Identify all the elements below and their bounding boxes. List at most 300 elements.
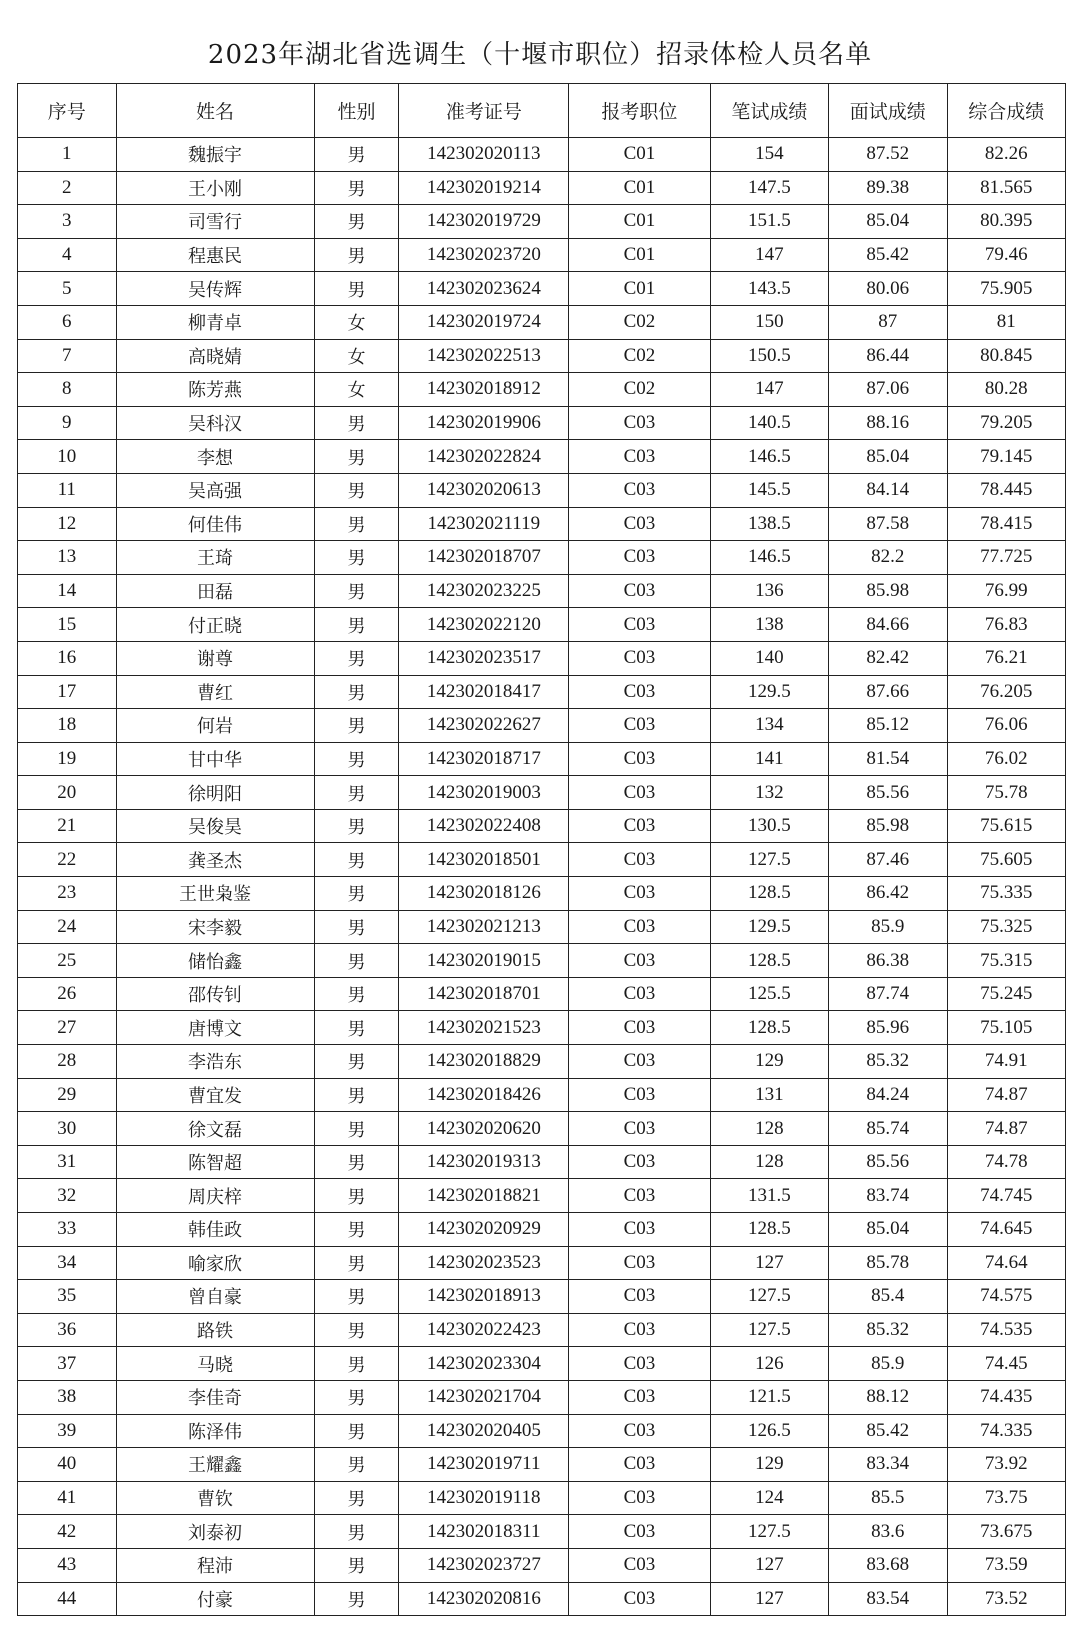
cell-index: 36 bbox=[18, 1313, 117, 1347]
cell-name: 付豪 bbox=[116, 1582, 314, 1616]
candidate-table bbox=[17, 83, 1066, 1616]
cell-written-score: 129 bbox=[710, 1045, 828, 1079]
cell-gender: 女 bbox=[314, 339, 399, 373]
cell-written-score: 124 bbox=[710, 1481, 828, 1515]
cell-total-score: 75.315 bbox=[947, 944, 1065, 978]
cell-interview-score: 83.34 bbox=[829, 1448, 947, 1482]
cell-name: 吴科汉 bbox=[116, 406, 314, 440]
cell-written-score: 128.5 bbox=[710, 1213, 828, 1247]
cell-gender: 男 bbox=[314, 944, 399, 978]
cell-index: 43 bbox=[18, 1548, 117, 1582]
cell-gender: 男 bbox=[314, 272, 399, 306]
header-written-score: 笔试成绩 bbox=[710, 84, 828, 138]
cell-name: 曹钦 bbox=[116, 1481, 314, 1515]
cell-written-score: 127.5 bbox=[710, 1280, 828, 1314]
cell-interview-score: 87.58 bbox=[829, 507, 947, 541]
cell-index: 30 bbox=[18, 1112, 117, 1146]
cell-gender: 男 bbox=[314, 1347, 399, 1381]
cell-interview-score: 85.42 bbox=[829, 238, 947, 272]
cell-name: 司雪行 bbox=[116, 205, 314, 239]
cell-index: 31 bbox=[18, 1145, 117, 1179]
cell-total-score: 74.645 bbox=[947, 1213, 1065, 1247]
table-row bbox=[18, 1548, 1066, 1582]
cell-written-score: 121.5 bbox=[710, 1380, 828, 1414]
cell-name: 陈智超 bbox=[116, 1145, 314, 1179]
cell-exam-id: 142302022408 bbox=[399, 809, 569, 843]
table-row bbox=[18, 138, 1066, 172]
cell-total-score: 75.245 bbox=[947, 977, 1065, 1011]
cell-position: C03 bbox=[569, 1448, 710, 1482]
cell-name: 甘中华 bbox=[116, 742, 314, 776]
cell-name: 储怡鑫 bbox=[116, 944, 314, 978]
cell-total-score: 74.64 bbox=[947, 1246, 1065, 1280]
table-row bbox=[18, 910, 1066, 944]
cell-position: C03 bbox=[569, 843, 710, 877]
cell-gender: 男 bbox=[314, 1515, 399, 1549]
cell-exam-id: 142302023225 bbox=[399, 574, 569, 608]
cell-written-score: 150 bbox=[710, 305, 828, 339]
cell-position: C03 bbox=[569, 641, 710, 675]
cell-position: C03 bbox=[569, 944, 710, 978]
cell-exam-id: 142302019313 bbox=[399, 1145, 569, 1179]
cell-interview-score: 86.38 bbox=[829, 944, 947, 978]
cell-written-score: 128 bbox=[710, 1112, 828, 1146]
cell-total-score: 74.78 bbox=[947, 1145, 1065, 1179]
cell-name: 唐博文 bbox=[116, 1011, 314, 1045]
cell-index: 42 bbox=[18, 1515, 117, 1549]
cell-gender: 男 bbox=[314, 709, 399, 743]
header-index: 序号 bbox=[18, 84, 117, 138]
cell-index: 8 bbox=[18, 373, 117, 407]
cell-position: C02 bbox=[569, 305, 710, 339]
cell-exam-id: 142302021704 bbox=[399, 1380, 569, 1414]
cell-gender: 男 bbox=[314, 1179, 399, 1213]
table-row bbox=[18, 473, 1066, 507]
cell-index: 14 bbox=[18, 574, 117, 608]
cell-written-score: 127.5 bbox=[710, 843, 828, 877]
cell-name: 王世枭鉴 bbox=[116, 877, 314, 911]
cell-exam-id: 142302023523 bbox=[399, 1246, 569, 1280]
cell-exam-id: 142302019724 bbox=[399, 305, 569, 339]
cell-name: 喻家欣 bbox=[116, 1246, 314, 1280]
cell-total-score: 74.745 bbox=[947, 1179, 1065, 1213]
cell-written-score: 147.5 bbox=[710, 171, 828, 205]
cell-exam-id: 142302020113 bbox=[399, 138, 569, 172]
cell-position: C03 bbox=[569, 1213, 710, 1247]
cell-name: 陈泽伟 bbox=[116, 1414, 314, 1448]
cell-interview-score: 86.44 bbox=[829, 339, 947, 373]
cell-interview-score: 83.6 bbox=[829, 1515, 947, 1549]
cell-index: 41 bbox=[18, 1481, 117, 1515]
cell-written-score: 126.5 bbox=[710, 1414, 828, 1448]
cell-written-score: 127 bbox=[710, 1246, 828, 1280]
cell-name: 魏振宇 bbox=[116, 138, 314, 172]
cell-position: C03 bbox=[569, 1280, 710, 1314]
cell-total-score: 73.59 bbox=[947, 1548, 1065, 1582]
cell-exam-id: 142302022423 bbox=[399, 1313, 569, 1347]
cell-name: 王琦 bbox=[116, 541, 314, 575]
cell-total-score: 79.205 bbox=[947, 406, 1065, 440]
cell-exam-id: 142302019214 bbox=[399, 171, 569, 205]
cell-gender: 男 bbox=[314, 171, 399, 205]
cell-position: C03 bbox=[569, 1145, 710, 1179]
cell-position: C03 bbox=[569, 910, 710, 944]
cell-gender: 男 bbox=[314, 809, 399, 843]
cell-total-score: 76.83 bbox=[947, 608, 1065, 642]
cell-gender: 男 bbox=[314, 1045, 399, 1079]
cell-exam-id: 142302020620 bbox=[399, 1112, 569, 1146]
cell-exam-id: 142302018912 bbox=[399, 373, 569, 407]
table-row bbox=[18, 171, 1066, 205]
cell-position: C02 bbox=[569, 339, 710, 373]
cell-position: C03 bbox=[569, 709, 710, 743]
cell-total-score: 82.26 bbox=[947, 138, 1065, 172]
cell-written-score: 154 bbox=[710, 138, 828, 172]
cell-index: 27 bbox=[18, 1011, 117, 1045]
cell-exam-id: 142302023727 bbox=[399, 1548, 569, 1582]
cell-position: C03 bbox=[569, 776, 710, 810]
cell-position: C03 bbox=[569, 809, 710, 843]
table-row bbox=[18, 1380, 1066, 1414]
cell-position: C01 bbox=[569, 138, 710, 172]
cell-written-score: 125.5 bbox=[710, 977, 828, 1011]
cell-gender: 男 bbox=[314, 776, 399, 810]
cell-position: C03 bbox=[569, 1582, 710, 1616]
cell-name: 邵传钊 bbox=[116, 977, 314, 1011]
cell-name: 曾自豪 bbox=[116, 1280, 314, 1314]
cell-index: 40 bbox=[18, 1448, 117, 1482]
cell-written-score: 145.5 bbox=[710, 473, 828, 507]
cell-written-score: 127.5 bbox=[710, 1515, 828, 1549]
cell-index: 33 bbox=[18, 1213, 117, 1247]
cell-gender: 男 bbox=[314, 910, 399, 944]
cell-total-score: 75.105 bbox=[947, 1011, 1065, 1045]
cell-total-score: 78.445 bbox=[947, 473, 1065, 507]
cell-gender: 男 bbox=[314, 1112, 399, 1146]
cell-index: 21 bbox=[18, 809, 117, 843]
cell-interview-score: 85.56 bbox=[829, 1145, 947, 1179]
cell-position: C03 bbox=[569, 742, 710, 776]
cell-index: 2 bbox=[18, 171, 117, 205]
cell-exam-id: 142302021213 bbox=[399, 910, 569, 944]
cell-total-score: 76.21 bbox=[947, 641, 1065, 675]
cell-written-score: 140.5 bbox=[710, 406, 828, 440]
table-row bbox=[18, 843, 1066, 877]
cell-name: 柳青卓 bbox=[116, 305, 314, 339]
cell-position: C03 bbox=[569, 1380, 710, 1414]
cell-interview-score: 87 bbox=[829, 305, 947, 339]
cell-gender: 男 bbox=[314, 406, 399, 440]
cell-written-score: 131 bbox=[710, 1078, 828, 1112]
cell-position: C03 bbox=[569, 1179, 710, 1213]
cell-total-score: 76.205 bbox=[947, 675, 1065, 709]
cell-total-score: 73.52 bbox=[947, 1582, 1065, 1616]
cell-position: C03 bbox=[569, 406, 710, 440]
cell-interview-score: 84.66 bbox=[829, 608, 947, 642]
cell-name: 周庆梓 bbox=[116, 1179, 314, 1213]
cell-interview-score: 85.74 bbox=[829, 1112, 947, 1146]
table-row bbox=[18, 1246, 1066, 1280]
cell-interview-score: 85.98 bbox=[829, 809, 947, 843]
table-row bbox=[18, 205, 1066, 239]
table-row bbox=[18, 339, 1066, 373]
cell-name: 陈芳燕 bbox=[116, 373, 314, 407]
cell-index: 23 bbox=[18, 877, 117, 911]
cell-interview-score: 85.5 bbox=[829, 1481, 947, 1515]
cell-total-score: 75.605 bbox=[947, 843, 1065, 877]
cell-total-score: 81 bbox=[947, 305, 1065, 339]
table-row bbox=[18, 1481, 1066, 1515]
cell-position: C01 bbox=[569, 272, 710, 306]
cell-gender: 男 bbox=[314, 541, 399, 575]
cell-name: 谢尊 bbox=[116, 641, 314, 675]
cell-written-score: 128.5 bbox=[710, 944, 828, 978]
cell-written-score: 138 bbox=[710, 608, 828, 642]
cell-index: 7 bbox=[18, 339, 117, 373]
cell-position: C03 bbox=[569, 1548, 710, 1582]
cell-written-score: 128.5 bbox=[710, 877, 828, 911]
cell-position: C03 bbox=[569, 541, 710, 575]
cell-gender: 男 bbox=[314, 138, 399, 172]
cell-interview-score: 87.52 bbox=[829, 138, 947, 172]
cell-exam-id: 142302022824 bbox=[399, 440, 569, 474]
cell-exam-id: 142302022513 bbox=[399, 339, 569, 373]
table-row bbox=[18, 1112, 1066, 1146]
cell-index: 25 bbox=[18, 944, 117, 978]
cell-interview-score: 89.38 bbox=[829, 171, 947, 205]
cell-exam-id: 142302020405 bbox=[399, 1414, 569, 1448]
cell-written-score: 127 bbox=[710, 1582, 828, 1616]
table-row bbox=[18, 574, 1066, 608]
cell-total-score: 75.325 bbox=[947, 910, 1065, 944]
cell-gender: 男 bbox=[314, 1145, 399, 1179]
header-exam-id: 准考证号 bbox=[399, 84, 569, 138]
cell-exam-id: 142302018311 bbox=[399, 1515, 569, 1549]
header-row bbox=[18, 84, 1066, 138]
table-row bbox=[18, 709, 1066, 743]
cell-exam-id: 142302018829 bbox=[399, 1045, 569, 1079]
cell-interview-score: 83.54 bbox=[829, 1582, 947, 1616]
cell-index: 18 bbox=[18, 709, 117, 743]
cell-name: 王耀鑫 bbox=[116, 1448, 314, 1482]
cell-gender: 男 bbox=[314, 1313, 399, 1347]
cell-position: C03 bbox=[569, 1246, 710, 1280]
cell-name: 田磊 bbox=[116, 574, 314, 608]
cell-position: C03 bbox=[569, 675, 710, 709]
cell-written-score: 127.5 bbox=[710, 1313, 828, 1347]
cell-position: C03 bbox=[569, 1011, 710, 1045]
cell-interview-score: 84.24 bbox=[829, 1078, 947, 1112]
cell-gender: 女 bbox=[314, 373, 399, 407]
table-row bbox=[18, 776, 1066, 810]
table-row bbox=[18, 1213, 1066, 1247]
cell-written-score: 147 bbox=[710, 238, 828, 272]
cell-name: 李浩东 bbox=[116, 1045, 314, 1079]
cell-position: C03 bbox=[569, 608, 710, 642]
cell-written-score: 138.5 bbox=[710, 507, 828, 541]
cell-index: 44 bbox=[18, 1582, 117, 1616]
header-position: 报考职位 bbox=[569, 84, 710, 138]
cell-index: 35 bbox=[18, 1280, 117, 1314]
cell-gender: 男 bbox=[314, 1548, 399, 1582]
cell-gender: 男 bbox=[314, 675, 399, 709]
cell-gender: 男 bbox=[314, 1078, 399, 1112]
cell-position: C03 bbox=[569, 1515, 710, 1549]
cell-interview-score: 87.06 bbox=[829, 373, 947, 407]
cell-position: C02 bbox=[569, 373, 710, 407]
cell-gender: 男 bbox=[314, 440, 399, 474]
cell-exam-id: 142302020929 bbox=[399, 1213, 569, 1247]
cell-interview-score: 85.04 bbox=[829, 205, 947, 239]
cell-gender: 男 bbox=[314, 238, 399, 272]
cell-name: 龚圣杰 bbox=[116, 843, 314, 877]
cell-total-score: 74.535 bbox=[947, 1313, 1065, 1347]
cell-gender: 男 bbox=[314, 877, 399, 911]
cell-gender: 男 bbox=[314, 1414, 399, 1448]
cell-written-score: 134 bbox=[710, 709, 828, 743]
cell-index: 20 bbox=[18, 776, 117, 810]
header-total-score: 综合成绩 bbox=[947, 84, 1065, 138]
cell-interview-score: 85.32 bbox=[829, 1045, 947, 1079]
table-row bbox=[18, 1582, 1066, 1616]
cell-interview-score: 83.68 bbox=[829, 1548, 947, 1582]
cell-written-score: 151.5 bbox=[710, 205, 828, 239]
cell-total-score: 74.87 bbox=[947, 1078, 1065, 1112]
cell-exam-id: 142302022627 bbox=[399, 709, 569, 743]
cell-written-score: 146.5 bbox=[710, 541, 828, 575]
cell-gender: 男 bbox=[314, 1481, 399, 1515]
cell-index: 13 bbox=[18, 541, 117, 575]
cell-interview-score: 85.78 bbox=[829, 1246, 947, 1280]
table-row bbox=[18, 507, 1066, 541]
cell-position: C03 bbox=[569, 1313, 710, 1347]
cell-interview-score: 88.12 bbox=[829, 1380, 947, 1414]
cell-gender: 男 bbox=[314, 977, 399, 1011]
cell-total-score: 75.78 bbox=[947, 776, 1065, 810]
cell-written-score: 143.5 bbox=[710, 272, 828, 306]
cell-position: C03 bbox=[569, 977, 710, 1011]
cell-gender: 男 bbox=[314, 1582, 399, 1616]
cell-total-score: 74.87 bbox=[947, 1112, 1065, 1146]
cell-gender: 男 bbox=[314, 1448, 399, 1482]
cell-index: 15 bbox=[18, 608, 117, 642]
cell-exam-id: 142302018126 bbox=[399, 877, 569, 911]
cell-written-score: 141 bbox=[710, 742, 828, 776]
cell-index: 1 bbox=[18, 138, 117, 172]
cell-name: 吴高强 bbox=[116, 473, 314, 507]
cell-index: 11 bbox=[18, 473, 117, 507]
cell-gender: 男 bbox=[314, 205, 399, 239]
cell-name: 何岩 bbox=[116, 709, 314, 743]
cell-index: 16 bbox=[18, 641, 117, 675]
cell-name: 王小刚 bbox=[116, 171, 314, 205]
cell-written-score: 128.5 bbox=[710, 1011, 828, 1045]
table-row bbox=[18, 373, 1066, 407]
cell-exam-id: 142302020613 bbox=[399, 473, 569, 507]
cell-exam-id: 142302019906 bbox=[399, 406, 569, 440]
table-row bbox=[18, 541, 1066, 575]
cell-index: 4 bbox=[18, 238, 117, 272]
cell-total-score: 80.395 bbox=[947, 205, 1065, 239]
cell-index: 6 bbox=[18, 305, 117, 339]
cell-gender: 男 bbox=[314, 1380, 399, 1414]
cell-exam-id: 142302018701 bbox=[399, 977, 569, 1011]
cell-interview-score: 83.74 bbox=[829, 1179, 947, 1213]
cell-written-score: 128 bbox=[710, 1145, 828, 1179]
cell-name: 路铁 bbox=[116, 1313, 314, 1347]
cell-name: 李佳奇 bbox=[116, 1380, 314, 1414]
cell-index: 24 bbox=[18, 910, 117, 944]
cell-exam-id: 142302023624 bbox=[399, 272, 569, 306]
cell-total-score: 78.415 bbox=[947, 507, 1065, 541]
cell-name: 韩佳政 bbox=[116, 1213, 314, 1247]
cell-written-score: 131.5 bbox=[710, 1179, 828, 1213]
cell-total-score: 75.615 bbox=[947, 809, 1065, 843]
cell-index: 12 bbox=[18, 507, 117, 541]
cell-total-score: 74.435 bbox=[947, 1380, 1065, 1414]
cell-interview-score: 87.66 bbox=[829, 675, 947, 709]
cell-index: 17 bbox=[18, 675, 117, 709]
cell-interview-score: 82.42 bbox=[829, 641, 947, 675]
cell-total-score: 79.46 bbox=[947, 238, 1065, 272]
cell-gender: 男 bbox=[314, 1280, 399, 1314]
cell-interview-score: 86.42 bbox=[829, 877, 947, 911]
cell-total-score: 74.91 bbox=[947, 1045, 1065, 1079]
cell-gender: 男 bbox=[314, 742, 399, 776]
cell-exam-id: 142302018707 bbox=[399, 541, 569, 575]
table-row bbox=[18, 675, 1066, 709]
cell-index: 9 bbox=[18, 406, 117, 440]
table-row bbox=[18, 809, 1066, 843]
table-row bbox=[18, 305, 1066, 339]
cell-interview-score: 85.12 bbox=[829, 709, 947, 743]
cell-position: C01 bbox=[569, 205, 710, 239]
cell-exam-id: 142302018913 bbox=[399, 1280, 569, 1314]
cell-position: C03 bbox=[569, 877, 710, 911]
table-row bbox=[18, 742, 1066, 776]
cell-written-score: 150.5 bbox=[710, 339, 828, 373]
cell-position: C01 bbox=[569, 238, 710, 272]
cell-name: 程惠民 bbox=[116, 238, 314, 272]
cell-gender: 男 bbox=[314, 1011, 399, 1045]
cell-written-score: 130.5 bbox=[710, 809, 828, 843]
cell-total-score: 81.565 bbox=[947, 171, 1065, 205]
cell-exam-id: 142302021523 bbox=[399, 1011, 569, 1045]
cell-written-score: 126 bbox=[710, 1347, 828, 1381]
cell-name: 曹红 bbox=[116, 675, 314, 709]
cell-index: 29 bbox=[18, 1078, 117, 1112]
cell-gender: 男 bbox=[314, 843, 399, 877]
table-row bbox=[18, 1448, 1066, 1482]
cell-interview-score: 85.4 bbox=[829, 1280, 947, 1314]
cell-written-score: 132 bbox=[710, 776, 828, 810]
cell-index: 34 bbox=[18, 1246, 117, 1280]
table-row bbox=[18, 1515, 1066, 1549]
cell-interview-score: 85.04 bbox=[829, 1213, 947, 1247]
cell-gender: 男 bbox=[314, 1246, 399, 1280]
cell-position: C03 bbox=[569, 507, 710, 541]
cell-interview-score: 85.32 bbox=[829, 1313, 947, 1347]
table-row bbox=[18, 1011, 1066, 1045]
cell-interview-score: 81.54 bbox=[829, 742, 947, 776]
cell-written-score: 129 bbox=[710, 1448, 828, 1482]
cell-exam-id: 142302021119 bbox=[399, 507, 569, 541]
table-row bbox=[18, 1347, 1066, 1381]
cell-index: 22 bbox=[18, 843, 117, 877]
cell-total-score: 74.575 bbox=[947, 1280, 1065, 1314]
cell-position: C03 bbox=[569, 440, 710, 474]
table-body bbox=[18, 138, 1066, 1616]
